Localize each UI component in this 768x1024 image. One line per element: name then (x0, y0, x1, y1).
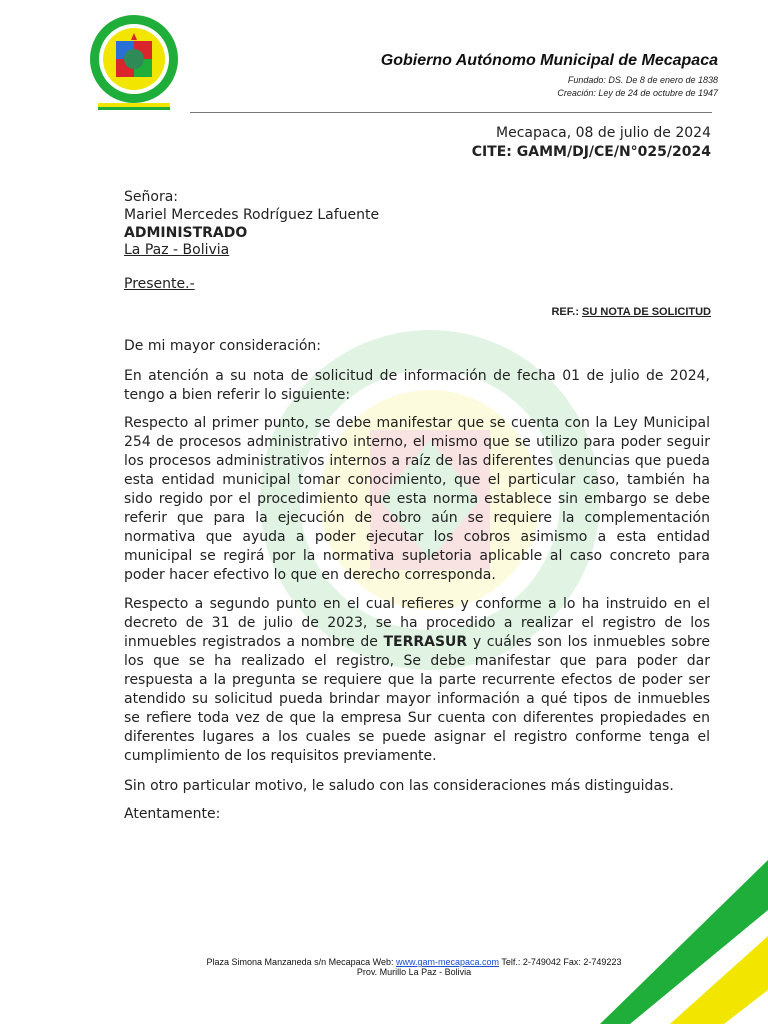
ref-label: REF.: (551, 306, 579, 318)
company-name: TERRASUR (383, 634, 468, 650)
header-divider (190, 112, 712, 113)
paragraph-3 (124, 595, 710, 766)
paragraph-3-start: Respecto a segundo punto en el cual refieres y conforme a lo ha instruido en el decreto de 31 de julio de 2023, se ha procedido a realizar el registro de los inmuebles registrados a nombre de (124, 596, 710, 650)
reference-line (551, 306, 711, 318)
founded-text: Fundado: DS. De 8 de enero de 1838 (567, 75, 718, 85)
municipal-logo (84, 13, 184, 113)
paragraph-4: Sin otro particular motivo, le saludo con las consideraciones más distinguidas. (124, 778, 674, 794)
paragraph-2: Respecto al primer punto, se debe manifestar que se cuenta con la Ley Municipal 254 de procesos administrativo interno, el mismo que se utilizo para poder seguir los procesos administrativos internos a raíz de las diferentes denuncias que pueda esta entidad municipal tomar conocimiento, que el particular caso, también ha sido regido por el procedimiento que esta norma establece sin embargo se debe referir que para la ejecución de cobro aún se requiere la complementación normativa que ayuda a poder ejecutar los cobros asimismo a esta entidad municipal se regirá por la normativa supletoria aplicable al caso concreto para poder hacer efectivo lo que en derecho corresponda. (124, 415, 710, 583)
salutation: Señora: (124, 189, 178, 205)
recipient-role: ADMINISTRADO (124, 225, 248, 241)
corner-stripes (600, 840, 768, 1024)
creation-text: Creación: Ley de 24 de octubre de 1947 (557, 88, 718, 98)
footer-phones: Telf.: 2-749042 Fax: 2-749223 (499, 957, 622, 967)
recipient-location: La Paz - Bolivia (124, 242, 230, 258)
paragraph-3-end: y cuáles son los inmuebles sobre los que se ha realizado el registro, Se debe manifestar que para poder dar respuesta a la pregunta se requiere que la parte recurrente efectos de poder ser atendido su solicitud pueda brindar mayor información a qué tipos de inmuebles se refiere toda vez de que la empresa Sur cuenta con diferentes propiedades en diferentes lugares a los cuales se puede asignar el registro conforme tenga el cumplimiento de los requisitos previamente. (124, 634, 710, 764)
presente: Presente.- (124, 276, 195, 292)
footer-address: Plaza Simona Manzaneda s/n Mecapaca Web: (206, 957, 396, 967)
closing: Atentamente: (124, 806, 221, 822)
greeting: De mi mayor consideración: (124, 338, 321, 354)
ref-value: SU NOTA DE SOLICITUD (582, 306, 711, 318)
org-title: Gobierno Autónomo Municipal de Mecapaca (380, 52, 718, 69)
paragraph-1: En atención a su nota de solicitud de información de fecha 01 de julio de 2024, tengo a bien referir lo siguiente: (124, 368, 710, 403)
cite-number: CITE: GAMM/DJ/CE/N°025/2024 (471, 144, 711, 160)
recipient-name: Mariel Mercedes Rodríguez Lafuente (124, 207, 380, 223)
footer-line-2: Prov. Murillo La Paz - Bolivia (356, 967, 472, 977)
footer-web-link[interactable]: www.gam-mecapaca.com (395, 957, 500, 967)
place-date: Mecapaca, 08 de julio de 2024 (496, 125, 711, 141)
